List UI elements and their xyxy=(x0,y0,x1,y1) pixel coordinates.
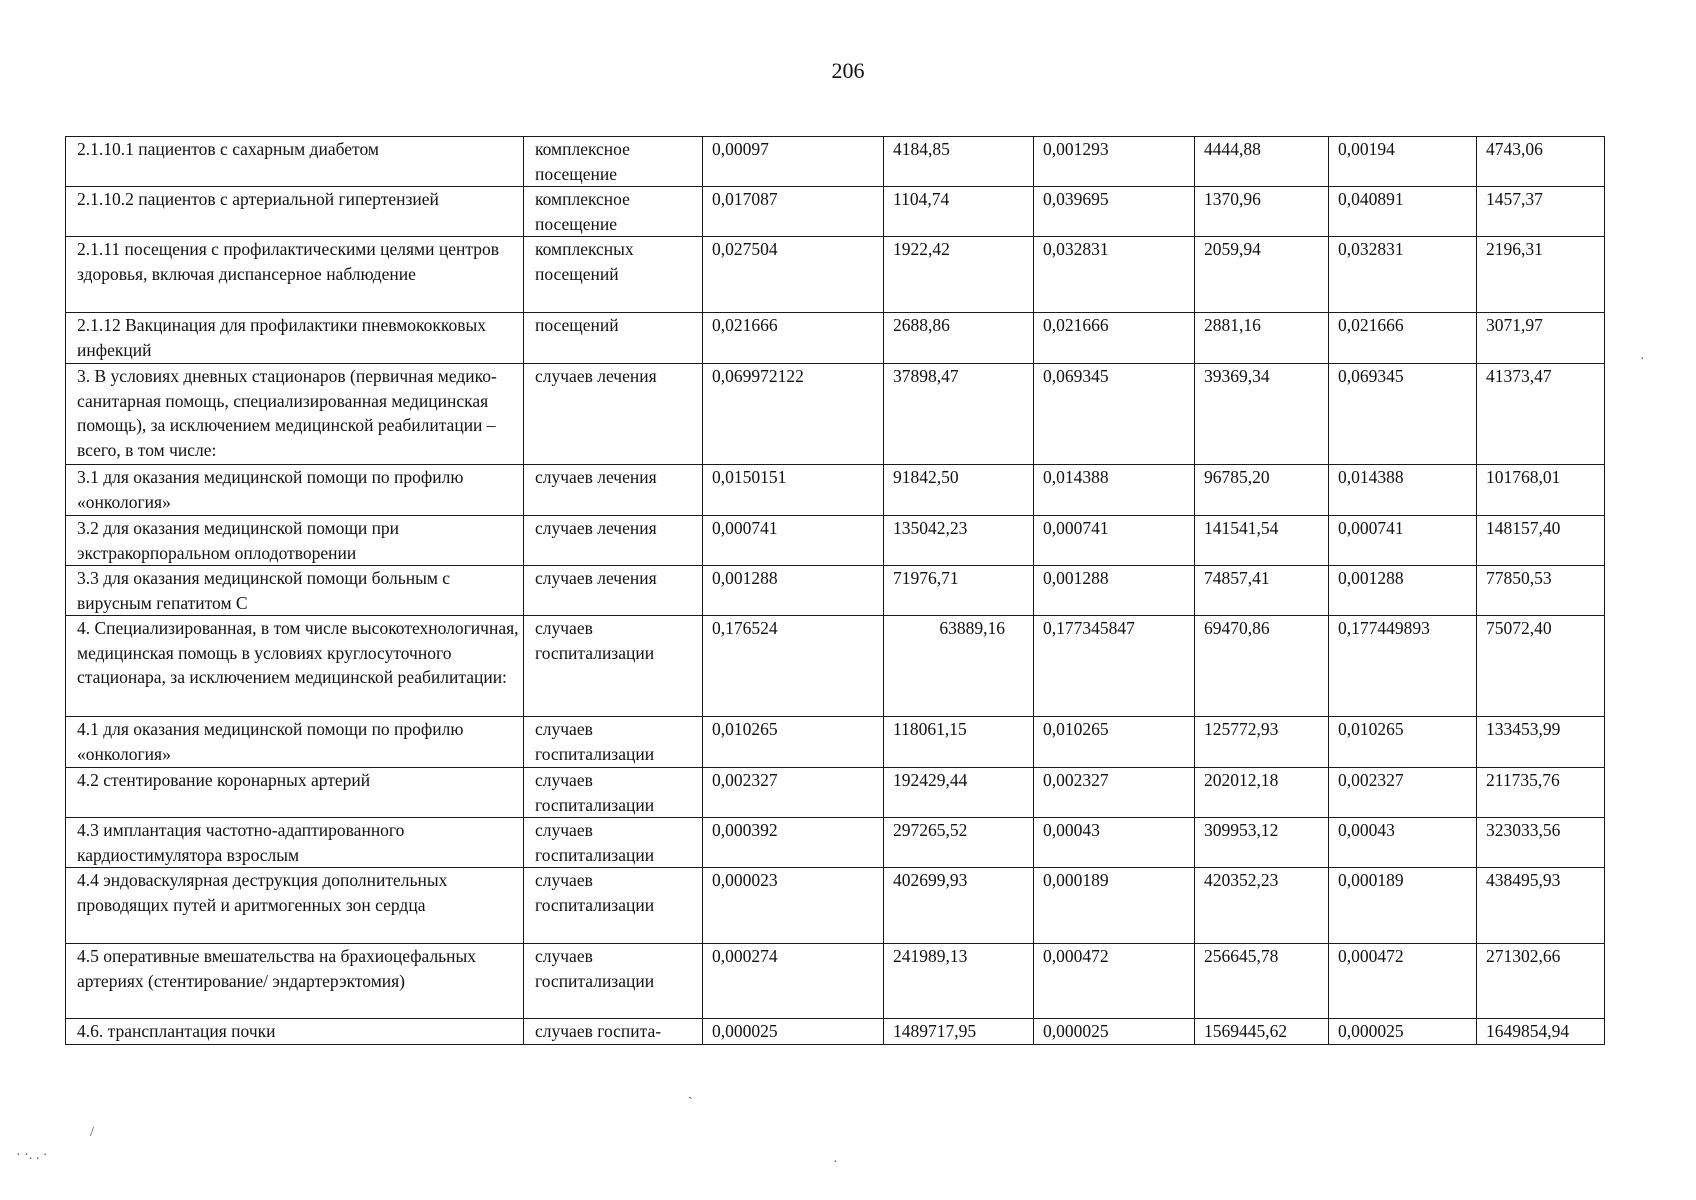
cell-v4: 309953,12 xyxy=(1195,818,1329,868)
cell-v2: 71976,71 xyxy=(884,566,1034,616)
row-unit: случаев госпитализации xyxy=(524,717,703,768)
cell-v2: 241989,13 xyxy=(884,944,1034,1019)
cell-v4: 74857,41 xyxy=(1195,566,1329,616)
scan-speck: · xyxy=(833,1155,838,1170)
cell-v4: 1370,96 xyxy=(1195,187,1329,237)
table-row xyxy=(66,313,1605,364)
cell-v4: 420352,23 xyxy=(1195,868,1329,944)
cell-v4: 256645,78 xyxy=(1195,944,1329,1019)
cell-v3: 0,069345 xyxy=(1034,364,1195,465)
row-name: 4.1 для оказания медицинской помощи по профилю «онкология» xyxy=(66,717,524,768)
cell-v5: 0,000189 xyxy=(1329,868,1477,944)
cell-v1: 0,000392 xyxy=(703,818,884,868)
cell-v4: 2059,94 xyxy=(1195,237,1329,313)
cell-v6: 133453,99 xyxy=(1477,717,1605,768)
cell-v1: 0,176524 xyxy=(703,616,884,717)
cell-v5: 0,010265 xyxy=(1329,717,1477,768)
cell-v1: 0,021666 xyxy=(703,313,884,364)
row-unit: случаев лечения xyxy=(524,465,703,516)
cell-v6: 4743,06 xyxy=(1477,137,1605,187)
cell-v2: 192429,44 xyxy=(884,768,1034,818)
cell-v6: 2196,31 xyxy=(1477,237,1605,313)
row-unit: комплексное посещение xyxy=(524,137,703,187)
row-unit: случаев госпитализации xyxy=(524,616,703,717)
table-row xyxy=(66,616,1605,717)
cell-v3: 0,001288 xyxy=(1034,566,1195,616)
row-unit: случаев госпитализации xyxy=(524,868,703,944)
cell-v5: 0,000025 xyxy=(1329,1019,1477,1045)
cell-v3: 0,039695 xyxy=(1034,187,1195,237)
cell-v5: 0,040891 xyxy=(1329,187,1477,237)
cell-v2: 1922,42 xyxy=(884,237,1034,313)
table-row xyxy=(66,1019,1605,1045)
cell-v2: 37898,47 xyxy=(884,364,1034,465)
table-row xyxy=(66,137,1605,187)
table-row xyxy=(66,465,1605,516)
cell-v2: 91842,50 xyxy=(884,465,1034,516)
cell-v4: 39369,34 xyxy=(1195,364,1329,465)
cell-v1: 0,001288 xyxy=(703,566,884,616)
cell-v5: 0,000472 xyxy=(1329,944,1477,1019)
cell-v6: 41373,47 xyxy=(1477,364,1605,465)
table-row xyxy=(66,237,1605,313)
table-row xyxy=(66,717,1605,768)
cell-v3: 0,000741 xyxy=(1034,516,1195,566)
row-unit: случаев лечения xyxy=(524,516,703,566)
cell-v2: 1489717,95 xyxy=(884,1019,1034,1045)
cell-v3: 0,177345847 xyxy=(1034,616,1195,717)
row-name: 3. В условиях дневных стационаров (первичная медико-санитарная помощь, специализированная медицинская помощь), за исключением медицинской реабилитации – всего, в том числе: xyxy=(66,364,524,465)
row-name: 3.1 для оказания медицинской помощи по профилю «онкология» xyxy=(66,465,524,516)
cell-v6: 101768,01 xyxy=(1477,465,1605,516)
row-name: 2.1.11 посещения с профилактическими целями центров здоровья, включая диспансерное наблюдение xyxy=(66,237,524,313)
row-name: 4.6. трансплантация почки xyxy=(66,1019,524,1045)
cell-v4: 202012,18 xyxy=(1195,768,1329,818)
cell-v6: 211735,76 xyxy=(1477,768,1605,818)
cell-v1: 0,000274 xyxy=(703,944,884,1019)
cell-v1: 0,000023 xyxy=(703,868,884,944)
scan-speck: ˏ xyxy=(688,1085,693,1100)
row-name: 2.1.10.1 пациентов с сахарным диабетом xyxy=(66,137,524,187)
cell-v6: 148157,40 xyxy=(1477,516,1605,566)
cell-v2: 402699,93 xyxy=(884,868,1034,944)
cell-v5: 0,001288 xyxy=(1329,566,1477,616)
cell-v6: 1649854,94 xyxy=(1477,1019,1605,1045)
row-unit: комплексное посещение xyxy=(524,187,703,237)
cell-v6: 77850,53 xyxy=(1477,566,1605,616)
table-row xyxy=(66,868,1605,944)
cell-v6: 3071,97 xyxy=(1477,313,1605,364)
row-unit: комплексных посещений xyxy=(524,237,703,313)
cell-v5: 0,032831 xyxy=(1329,237,1477,313)
row-unit: случаев госпитализации xyxy=(524,944,703,1019)
row-name: 3.2 для оказания медицинской помощи при экстракорпоральном оплодотворении xyxy=(66,516,524,566)
table-row xyxy=(66,566,1605,616)
cell-v2: 118061,15 xyxy=(884,717,1034,768)
cell-v6: 438495,93 xyxy=(1477,868,1605,944)
page-number: 206 xyxy=(831,58,865,83)
table-row xyxy=(66,944,1605,1019)
cell-v3: 0,000025 xyxy=(1034,1019,1195,1045)
cell-v1: 0,002327 xyxy=(703,768,884,818)
row-name: 3.3 для оказания медицинской помощи больным с вирусным гепатитом С xyxy=(66,566,524,616)
row-unit: случаев лечения xyxy=(524,566,703,616)
cell-v6: 323033,56 xyxy=(1477,818,1605,868)
table-row xyxy=(66,187,1605,237)
row-name: 2.1.10.2 пациентов с артериальной гипертензией xyxy=(66,187,524,237)
cell-v1: 0,069972122 xyxy=(703,364,884,465)
cell-v3: 0,001293 xyxy=(1034,137,1195,187)
cell-v5: 0,177449893 xyxy=(1329,616,1477,717)
cell-v1: 0,010265 xyxy=(703,717,884,768)
cell-v1: 0,000741 xyxy=(703,516,884,566)
scan-speck: · xyxy=(1640,352,1645,367)
table-row xyxy=(66,516,1605,566)
cell-v2: 135042,23 xyxy=(884,516,1034,566)
cell-v2: 297265,52 xyxy=(884,818,1034,868)
table-row xyxy=(66,768,1605,818)
cell-v5: 0,021666 xyxy=(1329,313,1477,364)
cell-v4: 141541,54 xyxy=(1195,516,1329,566)
table-row xyxy=(66,818,1605,868)
cell-v6: 75072,40 xyxy=(1477,616,1605,717)
cell-v5: 0,00043 xyxy=(1329,818,1477,868)
row-name: 2.1.12 Вакцинация для профилактики пневмококковых инфекций xyxy=(66,313,524,364)
cell-v4: 69470,86 xyxy=(1195,616,1329,717)
cell-v4: 4444,88 xyxy=(1195,137,1329,187)
cell-v1: 0,00097 xyxy=(703,137,884,187)
cell-v3: 0,021666 xyxy=(1034,313,1195,364)
cell-v1: 0,000025 xyxy=(703,1019,884,1045)
row-name: 4.4 эндоваскулярная деструкция дополнительных проводящих путей и аритмогенных зон сердца xyxy=(66,868,524,944)
cell-v4: 125772,93 xyxy=(1195,717,1329,768)
cell-v1: 0,017087 xyxy=(703,187,884,237)
cell-v5: 0,000741 xyxy=(1329,516,1477,566)
cell-v6: 1457,37 xyxy=(1477,187,1605,237)
row-unit: случаев госпитализации xyxy=(524,818,703,868)
table-row xyxy=(66,364,1605,465)
cell-v5: 0,014388 xyxy=(1329,465,1477,516)
cell-v4: 96785,20 xyxy=(1195,465,1329,516)
row-name: 4.5 оперативные вмешательства на брахиоцефальных артериях (стентирование/ эндартерэктомия) xyxy=(66,944,524,1019)
cell-v2: 4184,85 xyxy=(884,137,1034,187)
cell-v3: 0,002327 xyxy=(1034,768,1195,818)
cell-v5: 0,069345 xyxy=(1329,364,1477,465)
cell-v2: 2688,86 xyxy=(884,313,1034,364)
cell-v6: 271302,66 xyxy=(1477,944,1605,1019)
cell-v3: 0,000189 xyxy=(1034,868,1195,944)
row-name: 4.2 стентирование коронарных артерий xyxy=(66,768,524,818)
cell-v3: 0,00043 xyxy=(1034,818,1195,868)
cell-v2: 63889,16 xyxy=(884,616,1034,717)
cell-v5: 0,00194 xyxy=(1329,137,1477,187)
cell-v1: 0,027504 xyxy=(703,237,884,313)
cell-v2: 1104,74 xyxy=(884,187,1034,237)
scan-speck: · ·. . · xyxy=(16,1148,48,1163)
cell-v3: 0,014388 xyxy=(1034,465,1195,516)
cell-v4: 2881,16 xyxy=(1195,313,1329,364)
row-name: 4.3 имплантация частотно-адаптированного кардиостимулятора взрослым xyxy=(66,818,524,868)
row-unit: случаев госпитализации xyxy=(524,768,703,818)
cell-v3: 0,000472 xyxy=(1034,944,1195,1019)
row-unit: случаев лечения xyxy=(524,364,703,465)
row-name: 4. Специализированная, в том числе высокотехнологичная, медицинская помощь в условиях круглосуточного стационара, за исключением медицинской реабилитации: xyxy=(66,616,524,717)
cell-v3: 0,010265 xyxy=(1034,717,1195,768)
row-unit: посещений xyxy=(524,313,703,364)
row-unit: случаев госпита- xyxy=(524,1019,703,1045)
cell-v1: 0,0150151 xyxy=(703,465,884,516)
cell-v5: 0,002327 xyxy=(1329,768,1477,818)
cell-v4: 1569445,62 xyxy=(1195,1019,1329,1045)
data-table xyxy=(65,136,1605,1045)
scan-speck: / xyxy=(90,1125,94,1140)
cell-v3: 0,032831 xyxy=(1034,237,1195,313)
